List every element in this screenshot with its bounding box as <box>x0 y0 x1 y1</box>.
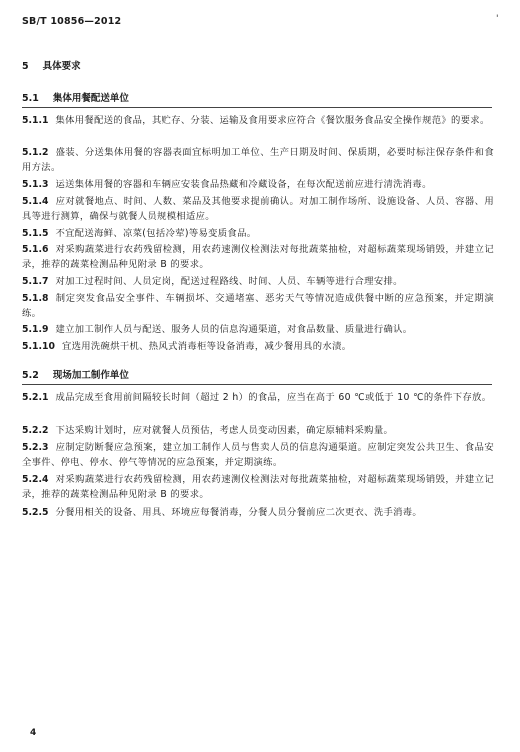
clause-text: 对采购蔬菜进行农药残留检测，用农药速测仪检测法对每批蔬菜抽检，对超标蔬菜现场销毁，并建立记录，推荐的蔬菜检测品种见附录 B 的要求。 <box>22 244 494 271</box>
clause-5-1-8 <box>22 291 494 322</box>
clause-number: 5.2.2 <box>22 425 49 436</box>
clause-5-2-5 <box>22 505 494 520</box>
clause-text: 宜选用洗碗烘干机、热风式消毒柜等设备消毒，减少餐用具的水渍。 <box>61 341 352 352</box>
subsection-title: 集体用餐配送单位 <box>52 93 129 104</box>
clause-text: 建立加工制作人员与配送、服务人员的信息沟通渠道，对食品数量、质量进行确认。 <box>55 324 413 335</box>
clause-5-1-9 <box>22 322 494 337</box>
subsection-title: 现场加工制作单位 <box>52 370 129 381</box>
section-number: 5 <box>22 61 29 72</box>
clause-number: 5.2.3 <box>22 442 49 453</box>
clause-text: 集体用餐配送的食品，其贮存、分装、运输及食用要求应符合《餐饮服务食品安全操作规范》的要求。 <box>55 115 490 126</box>
clause-number: 5.1.2 <box>22 147 49 158</box>
clause-5-1-6 <box>22 242 494 273</box>
subsection-heading-5-2 <box>22 369 129 382</box>
subsection-number: 5.2 <box>22 370 39 381</box>
clause-number: 5.1.3 <box>22 179 49 190</box>
clause-5-1-3 <box>22 177 494 192</box>
clause-number: 5.1.7 <box>22 276 49 287</box>
clause-5-2-1 <box>22 390 494 405</box>
clause-text: 成品完成至食用前间隔较长时间（超过 2 h）的食品，应当在高于 60 ℃或低于 10 ℃的条件下存放。 <box>55 392 492 403</box>
corner-mark: ' <box>496 14 499 24</box>
clause-text: 应制定防断餐应急预案，建立加工制作人员与售卖人员的信息沟通渠道。应制定突发公共卫生、食品安全事件、停电、停水、停气等情况的应急预案，并定期演练。 <box>22 442 494 469</box>
clause-text: 下达采购计划时，应对就餐人员预估，考虑人员变动因素，确定原辅料采购量。 <box>55 425 394 436</box>
clause-5-1-2 <box>22 145 494 176</box>
clause-text: 对加工过程时间、人员定岗，配送过程路线、时间、人员、车辆等进行合理安排。 <box>55 276 403 287</box>
clause-number: 5.1.8 <box>22 293 49 304</box>
clause-number: 5.2.4 <box>22 474 49 485</box>
clause-text: 对采购蔬菜进行农药残留检测，用农药速测仪检测法对每批蔬菜抽检，对超标蔬菜现场销毁，并建立记录，推荐的蔬菜检测品种见附录 B 的要求。 <box>22 474 494 501</box>
clause-text: 应对就餐地点、时间、人数、菜品及其他要求提前确认。对加工制作场所、设施设备、人员、容器、用具等进行测算，确保与就餐人员规模相适应。 <box>22 196 494 223</box>
subsection-rule <box>22 384 492 385</box>
clause-number: 5.2.5 <box>22 507 49 518</box>
clause-5-1-1 <box>22 113 494 128</box>
standard-code-header: SB/T 10856—2012 <box>22 16 122 27</box>
subsection-heading-5-1 <box>22 92 129 105</box>
clause-number: 5.1.6 <box>22 244 49 255</box>
subsection-rule <box>22 107 492 108</box>
clause-number: 5.1.1 <box>22 115 49 126</box>
clause-number: 5.1.10 <box>22 341 55 352</box>
section-heading <box>22 60 81 73</box>
clause-text: 不宜配送海鲜、凉菜(包括冷荤)等易变质食品。 <box>55 228 257 239</box>
clause-5-2-3 <box>22 440 494 471</box>
subsection-number: 5.1 <box>22 93 39 104</box>
page-number: 4 <box>30 728 37 738</box>
clause-5-2-2 <box>22 423 494 438</box>
clause-text: 运送集体用餐的容器和车辆应安装食品热藏和冷藏设备，在每次配送前应进行清洗消毒。 <box>55 179 432 190</box>
clause-5-1-10 <box>22 339 494 354</box>
clause-5-2-4 <box>22 472 494 503</box>
clause-5-1-7 <box>22 274 494 289</box>
clause-5-1-4 <box>22 194 494 225</box>
clause-number: 5.2.1 <box>22 392 49 403</box>
clause-number: 5.1.5 <box>22 228 49 239</box>
clause-text: 分餐用相关的设备、用具、环境应每餐消毒，分餐人员分餐前应二次更衣、洗手消毒。 <box>55 507 423 518</box>
clause-number: 5.1.9 <box>22 324 49 335</box>
clause-5-1-5 <box>22 226 494 241</box>
clause-number: 5.1.4 <box>22 196 49 207</box>
section-title: 具体要求 <box>42 61 81 72</box>
clause-text: 盛装、分送集体用餐的容器表面宜标明加工单位、生产日期及时间、保质期，必要时标注保存条件和食用方法。 <box>22 147 494 174</box>
clause-text: 制定突发食品安全事件、车辆损坏、交通堵塞、恶劣天气等情况造成供餐中断的应急预案，并定期演练。 <box>22 293 494 320</box>
